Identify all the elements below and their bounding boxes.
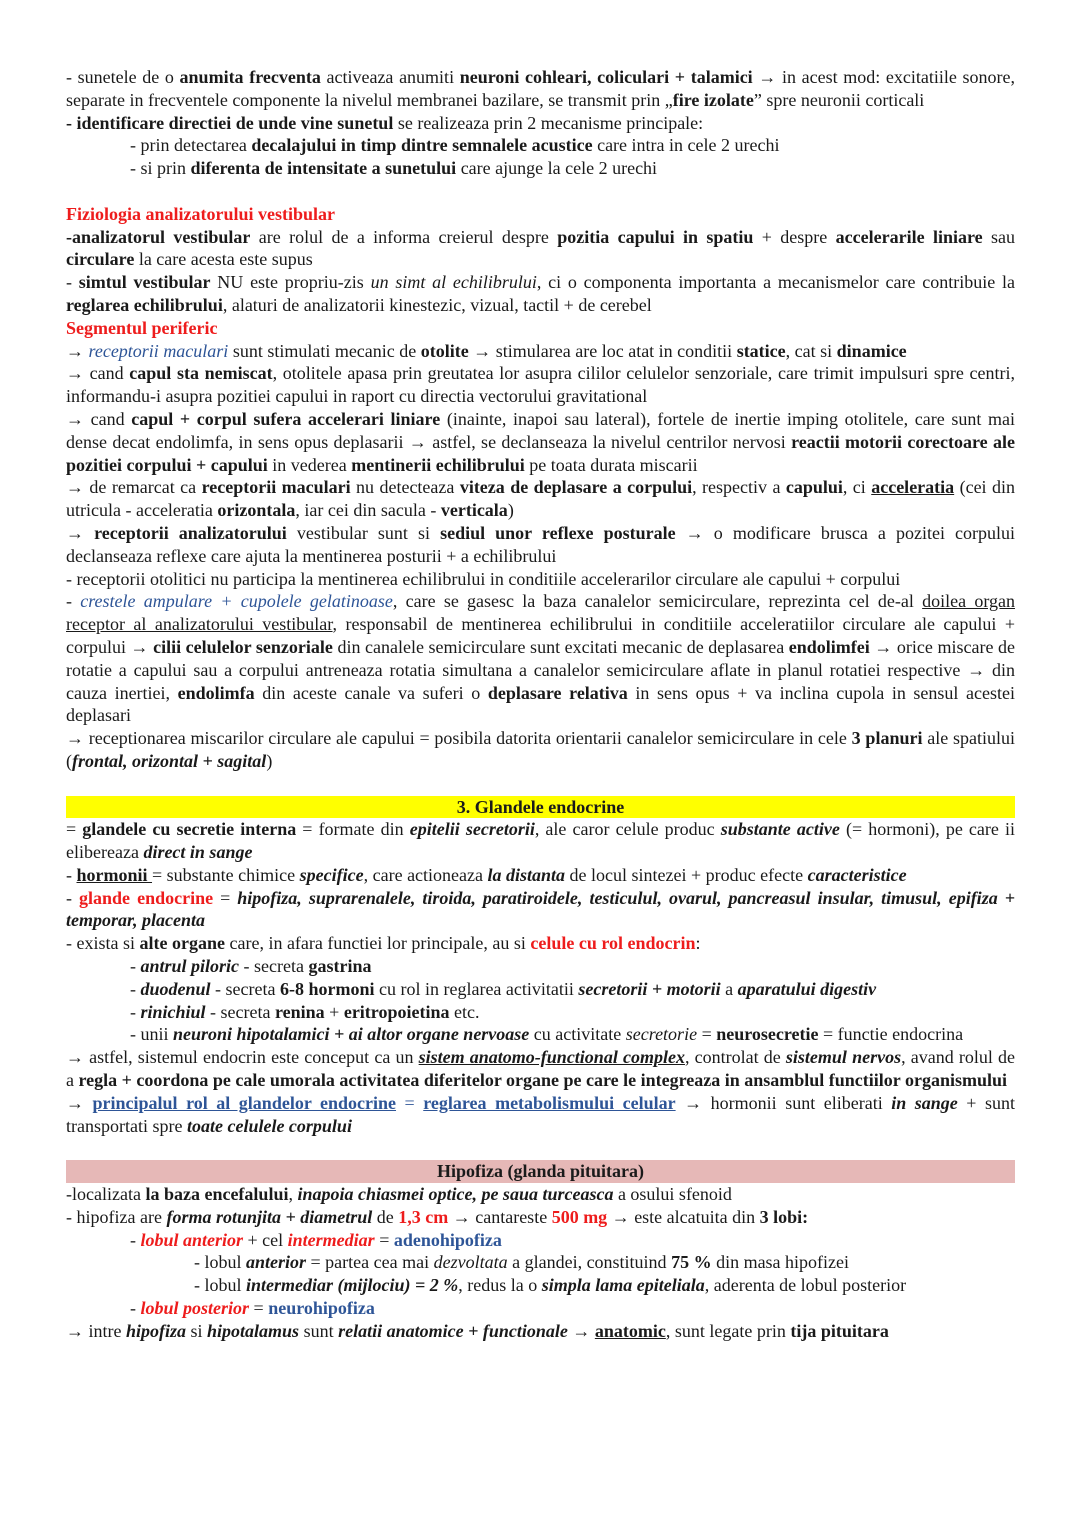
text: → o modificare brusca a pozitei corpului declanseaza reflexe care ajuta la mentinerea posturii + a echilibrului bbox=[66, 522, 1016, 566]
text: - sunetele de o bbox=[66, 67, 180, 87]
text-bold: neuroni cohleari, coliculari + talamici bbox=[459, 67, 753, 87]
text-bold: anumita frecventa bbox=[179, 67, 321, 87]
text-bold-underlined: hormonii bbox=[76, 864, 153, 885]
text: → hormonii sunt eliberati bbox=[675, 1092, 892, 1113]
text: - unii bbox=[130, 1024, 173, 1045]
text-bold: decalajului in timp dintre semnalele acustice bbox=[251, 135, 593, 156]
text: ) bbox=[266, 750, 273, 771]
text: - hipofiza are bbox=[66, 1206, 167, 1227]
text-bold: -analizatorul vestibular bbox=[66, 226, 251, 247]
text: = bbox=[213, 887, 238, 908]
text-bold: viteza de deplasare a corpului bbox=[459, 477, 693, 498]
text-bold: capul sta nemiscat bbox=[129, 363, 273, 384]
text: - bbox=[66, 591, 81, 612]
text: - lobul bbox=[194, 1252, 246, 1273]
text: din canalele semicirculare sunt excitati mecanic de deplasarea bbox=[332, 636, 789, 657]
text-bold-italic-red: lobul anterior bbox=[140, 1229, 244, 1250]
text: - si prin bbox=[130, 158, 191, 179]
text-bold-red: celule cu rol endocrin bbox=[530, 933, 696, 954]
text: - receptorii otolitici nu participa la mentinerea echilibrului in conditiile accelerarilor circulare ale capului + corpului bbox=[66, 568, 901, 589]
section-heading-hipofiza: Hipofiza (glanda pituitara) bbox=[66, 1160, 1015, 1183]
paragraph bbox=[66, 727, 1015, 773]
text: , alaturi de analizatorii kinestezic, vizual, tactil + de cerebel bbox=[222, 294, 652, 315]
text: in vederea bbox=[267, 454, 352, 475]
text: NU este propriu-zis bbox=[210, 272, 371, 293]
text: , responsabil de mentinerea echilibrului in conditiile acceleratiilor circulare ale capului + corpului → bbox=[66, 614, 1015, 657]
text-bold-italic-underlined: sistem anatomo-functional complex bbox=[418, 1047, 685, 1068]
paragraph bbox=[66, 226, 1015, 272]
text: → astfel, sistemul endocrin este conceput ca un bbox=[66, 1047, 419, 1068]
text: = bbox=[374, 1229, 394, 1250]
text-italic-blue: crestele ampulare + cupolele gelatinoase bbox=[80, 591, 393, 612]
text: + bbox=[324, 1001, 344, 1022]
text: nu detecteaza bbox=[350, 477, 460, 498]
text: , otolitele apasa prin greutatea lor asupra cililor celulelor senzoriale, care trimit impulsuri spre centri, informandu-i asupra pozitiei capului in raport cu directia vectorului gravitational bbox=[66, 363, 1015, 407]
text: = bbox=[66, 819, 83, 840]
text: din aceste canale va suferi o bbox=[254, 682, 488, 703]
text-bold-italic: antrul piloric bbox=[140, 956, 240, 977]
text-bold-red: 1,3 cm bbox=[398, 1206, 449, 1227]
paragraph bbox=[66, 1092, 1015, 1138]
text: - lobul bbox=[194, 1275, 246, 1296]
text-bold: eritropoietina bbox=[343, 1001, 450, 1022]
list-item bbox=[66, 1274, 1015, 1297]
text: → bbox=[66, 522, 95, 543]
text: sau bbox=[982, 226, 1015, 247]
text: : bbox=[695, 933, 701, 954]
text-italic-blue: receptorii maculari bbox=[88, 340, 229, 361]
text-bold-italic: specifice bbox=[299, 864, 364, 885]
text-bold-italic: direct in sange bbox=[143, 842, 253, 863]
text: = bbox=[249, 1298, 269, 1319]
text: → receptionarea miscarilor circulare ale capului = posibila datorita orientarii canalelor semicirculare in cele bbox=[66, 728, 852, 749]
text-bold: circulare bbox=[66, 249, 135, 270]
section-heading-glandele-endocrine: 3. Glandele endocrine bbox=[66, 796, 1015, 819]
text-bold: sediul unor reflexe posturale bbox=[440, 522, 676, 543]
text: - bbox=[130, 956, 141, 977]
text: sunt bbox=[299, 1320, 339, 1341]
list-item bbox=[66, 1297, 1015, 1320]
paragraph bbox=[66, 932, 1015, 955]
paragraph bbox=[66, 1206, 1015, 1229]
text: ) bbox=[507, 500, 514, 521]
text: , iar cei din sacula - bbox=[295, 500, 441, 521]
text-bold: deplasare relativa bbox=[487, 682, 628, 703]
text: pe toata durata miscarii bbox=[524, 454, 698, 475]
text: , ci bbox=[842, 477, 872, 498]
text-bold: diferenta de intensitate a sunetului bbox=[190, 158, 457, 179]
text-bold-italic: hipotalamus bbox=[207, 1320, 300, 1341]
text-bold: reactii motorii corectoare ale pozitiei corpului + capului bbox=[66, 431, 1016, 475]
text-bold: dinamice bbox=[836, 340, 907, 361]
text-bold-blue-underlined: reglarea metabolismului celular bbox=[423, 1092, 676, 1113]
text-bold-italic: hipofiza bbox=[126, 1320, 187, 1341]
paragraph bbox=[66, 1183, 1015, 1206]
text-bold: reglarea echilibrului bbox=[66, 294, 223, 315]
text: , care actioneaza bbox=[363, 864, 488, 885]
text-bold: 6-8 hormoni bbox=[279, 978, 375, 999]
paragraph bbox=[66, 66, 1015, 112]
text-bold: pozitia capului in spatiu bbox=[557, 226, 754, 247]
text-bold-italic: sistemul nervos bbox=[785, 1047, 902, 1068]
text-bold-italic: frontal, orizontal + sagital bbox=[72, 750, 267, 771]
text: de bbox=[372, 1206, 399, 1227]
text-bold: 75 % bbox=[671, 1252, 712, 1273]
list-item bbox=[66, 134, 1015, 157]
text: , care se gasesc la baza canalelor semicirculare, reprezinta cel de-al bbox=[392, 591, 923, 612]
list-item bbox=[66, 978, 1015, 1001]
text: → bbox=[66, 1092, 93, 1113]
text-bold-italic: rinichiul bbox=[140, 1001, 206, 1022]
text-bold: capul + corpul sufera accelerari liniare bbox=[131, 408, 441, 429]
text: la care acesta este supus bbox=[134, 249, 313, 270]
text: = functie endocrina bbox=[818, 1024, 964, 1045]
paragraph bbox=[66, 112, 1015, 135]
text-bold: 3 lobi: bbox=[759, 1206, 809, 1227]
text-bold-blue: adenohipofiza bbox=[393, 1229, 502, 1250]
paragraph bbox=[66, 568, 1015, 591]
text-bold-blue: neurohipofiza bbox=[268, 1298, 375, 1319]
text: a osului sfenoid bbox=[613, 1184, 732, 1205]
text: + cel bbox=[243, 1229, 288, 1250]
text: ale spatiului ( bbox=[66, 728, 1015, 771]
text-bold: gastrina bbox=[308, 956, 372, 977]
paragraph bbox=[66, 408, 1015, 476]
text: , ci o componenta importanta a mecanismelor care contribuie la bbox=[536, 272, 1016, 293]
spacer bbox=[66, 180, 1015, 203]
text: etc. bbox=[449, 1001, 480, 1022]
text-bold-italic: secretorii + motorii bbox=[578, 978, 721, 999]
text-bold: verticala bbox=[440, 500, 508, 521]
paragraph bbox=[66, 362, 1015, 408]
text: se realizeaza prin 2 mecanisme principale: bbox=[393, 112, 704, 133]
text: (= hormoni), pe care ii elibereaza bbox=[66, 819, 1015, 863]
text-underlined: doilea organ receptor al analizatorului vestibular bbox=[66, 591, 1015, 635]
list-item bbox=[66, 1023, 1015, 1046]
text-bold-italic: relatii anatomice + functionale bbox=[338, 1320, 568, 1341]
text: → cand bbox=[66, 363, 130, 384]
text-bold-italic: aparatului digestiv bbox=[737, 978, 877, 999]
text-bold: renina bbox=[274, 1001, 325, 1022]
text-bold: tija pituitara bbox=[790, 1320, 889, 1341]
text: - bbox=[130, 1298, 141, 1319]
spacer bbox=[66, 1137, 1015, 1160]
list-item bbox=[66, 1251, 1015, 1274]
text: , ale caror celule produc bbox=[534, 819, 721, 840]
text: ” spre neuronii corticali bbox=[753, 89, 925, 110]
text-bold: endolimfei bbox=[788, 636, 870, 657]
text: → bbox=[567, 1320, 595, 1341]
text: → de remarcat ca bbox=[66, 477, 202, 498]
text-bold-italic: duodenul bbox=[140, 978, 211, 999]
text: - bbox=[130, 1001, 141, 1022]
text-bold-italic: caracteristice bbox=[807, 864, 907, 885]
text-bold-italic-red: intermediar bbox=[287, 1229, 375, 1250]
text: - secreta bbox=[210, 978, 280, 999]
text-bold: capului bbox=[785, 477, 843, 498]
text: , sunt legate prin bbox=[665, 1320, 791, 1341]
text: , controlat de bbox=[684, 1047, 786, 1068]
text: → intre bbox=[66, 1320, 126, 1341]
text-bold-italic: toate celulele corpului bbox=[186, 1115, 352, 1136]
list-item bbox=[66, 955, 1015, 978]
text-bold: mentinerii echilibrului bbox=[351, 454, 525, 475]
text: a glandei, constituind bbox=[507, 1252, 672, 1273]
text-bold: neurosecretie bbox=[716, 1024, 819, 1045]
text-bold-italic: substante active bbox=[720, 819, 840, 840]
text: → orice miscare de rotatie a capului sau a corpului antreneaza rotatia simultana a canalelor semicirculare aflate in planul rotatiei respective → din cauza inertiei, bbox=[66, 636, 1015, 703]
text: → este alcatuita din bbox=[607, 1206, 760, 1227]
text-bold-italic: intermediar (mijlociu) = 2 % bbox=[246, 1275, 459, 1296]
text: - bbox=[66, 887, 80, 908]
text: - bbox=[130, 978, 141, 999]
text-italic: secretorie bbox=[625, 1024, 698, 1045]
text: = substante chimice bbox=[152, 864, 300, 885]
text: + despre bbox=[753, 226, 836, 247]
text: - exista si bbox=[66, 933, 140, 954]
text-bold: alte organe bbox=[139, 933, 225, 954]
text: -localizata bbox=[66, 1184, 146, 1205]
text: → cantareste bbox=[448, 1206, 552, 1227]
text-italic: un simt al echilibrului bbox=[370, 272, 537, 293]
text-bold-italic: epitelii secretorii bbox=[409, 819, 535, 840]
text: cu activitate bbox=[529, 1024, 626, 1045]
text-italic: dezvoltata bbox=[433, 1252, 508, 1273]
spacer bbox=[66, 773, 1015, 796]
text-bold: glandele cu secretie interna bbox=[82, 819, 297, 840]
text-bold-italic: inapoia chiasmei optice, pe saua turceasca bbox=[297, 1184, 614, 1205]
text: (inainte, inapoi sau lateral), fortele de inertie imping otolitele, care sunt mai dense decat endolimfa, in sens opus deplasarii → astfel, se declanseaza la nivelul centrilor nervosi bbox=[66, 408, 1015, 452]
text-bold: fire izolate bbox=[672, 89, 754, 110]
paragraph bbox=[66, 340, 1015, 363]
section-heading-vestibular: Fiziologia analizatorului vestibular bbox=[66, 203, 335, 224]
text: → in acest mod: excitatiile sonore, separate in frecventele componente la nivelul membranei bazilare, se transmit prin „ bbox=[66, 67, 1015, 110]
text-bold: la baza encefalului bbox=[145, 1184, 289, 1205]
text-bold: statice bbox=[736, 340, 786, 361]
paragraph bbox=[66, 476, 1015, 522]
paragraph bbox=[66, 1046, 1015, 1092]
text-bold: 3 planuri bbox=[851, 728, 923, 749]
text: = formate din bbox=[296, 819, 410, 840]
text-bold-italic: simpla lama epiteliala bbox=[541, 1275, 705, 1296]
text-bold: orizontala bbox=[217, 500, 296, 521]
text: in sens opus + va inclina cupola in sensul acestei deplasari bbox=[66, 682, 1016, 726]
text-bold-italic: la distanta bbox=[487, 864, 566, 885]
paragraph bbox=[66, 887, 1015, 933]
paragraph bbox=[66, 522, 1015, 568]
list-item bbox=[66, 157, 1015, 180]
document-page bbox=[66, 66, 1015, 1343]
text-bold-italic: hipofiza, suprarenalele, tiroida, paratiroidele, testiculul, ovarul, pancreasul insular, timusul, epifiza + temporar, placenta bbox=[66, 887, 1015, 931]
text: → bbox=[66, 340, 89, 361]
text: - bbox=[66, 864, 77, 885]
text-bold: simtul vestibular bbox=[78, 272, 211, 293]
text-bold-italic: in sange bbox=[891, 1092, 958, 1113]
text-bold: - identificare directiei de unde vine sunetul bbox=[66, 112, 394, 133]
text-bold-italic: anterior bbox=[246, 1252, 307, 1273]
text-bold-red: glande endocrine bbox=[79, 887, 214, 908]
text: vestibular sunt si bbox=[286, 522, 441, 543]
text: - prin detectarea bbox=[130, 135, 252, 156]
text: → stimularea are loc atat in conditii bbox=[468, 340, 737, 361]
paragraph bbox=[66, 864, 1015, 887]
text: → cand bbox=[66, 408, 132, 429]
text-bold-italic-red: lobul posterior bbox=[140, 1298, 250, 1319]
text: de locul sintezei + produc efecte bbox=[565, 864, 808, 885]
paragraph bbox=[66, 590, 1015, 727]
text: , avand rolul de a bbox=[66, 1047, 1016, 1091]
text-blue: = bbox=[396, 1092, 424, 1113]
text-bold: receptorii analizatorului bbox=[94, 522, 287, 543]
text-bold: otolite bbox=[420, 340, 469, 361]
text: a bbox=[720, 978, 738, 999]
text-bold: accelerarile liniare bbox=[835, 226, 983, 247]
text-bold: receptorii maculari bbox=[201, 477, 351, 498]
text: , respectiv a bbox=[692, 477, 786, 498]
text: - bbox=[130, 1229, 141, 1250]
text: activeaza anumiti bbox=[320, 67, 460, 87]
text: care intra in cele 2 urechi bbox=[592, 135, 780, 156]
text: are rolul de a informa creierul despre bbox=[250, 226, 558, 247]
text: din masa hipofizei bbox=[711, 1252, 850, 1273]
text-bold: endolimfa bbox=[177, 682, 255, 703]
list-item bbox=[66, 1001, 1015, 1024]
text-bold-underlined: anatomic bbox=[594, 1320, 666, 1341]
text: , bbox=[288, 1184, 298, 1205]
text-bold: cilii celulelor senzoriale bbox=[153, 636, 333, 657]
text-bold-underlined: acceleratia bbox=[871, 477, 955, 498]
text: - secreta bbox=[205, 1001, 275, 1022]
text-bold-italic: neuroni hipotalamici + ai altor organe nervoase bbox=[173, 1024, 530, 1045]
text: si bbox=[186, 1320, 208, 1341]
text: , redus la o bbox=[458, 1275, 542, 1296]
text: = partea cea mai bbox=[306, 1252, 434, 1273]
text: = bbox=[697, 1024, 717, 1045]
text: - bbox=[66, 272, 79, 293]
text-bold-italic: forma rotunjita + diametrul bbox=[166, 1206, 373, 1227]
text-bold-blue-underlined: principalul rol al glandelor endocrine bbox=[92, 1092, 397, 1113]
subheading-segment-periferic: Segmentul periferic bbox=[66, 317, 218, 338]
text: care, in afara functiei lor principale, au si bbox=[224, 933, 531, 954]
list-item bbox=[66, 1229, 1015, 1252]
text: , cat si bbox=[785, 340, 837, 361]
paragraph bbox=[66, 1320, 1015, 1343]
paragraph bbox=[66, 271, 1015, 317]
text: + sunt transportati spre bbox=[66, 1092, 1015, 1136]
text: , aderenta de lobul posterior bbox=[704, 1275, 907, 1296]
text: (cei din utricula - acceleratia bbox=[66, 477, 1015, 521]
text: care ajunge la cele 2 urechi bbox=[456, 158, 658, 179]
text: cu rol in reglarea activitatii bbox=[374, 978, 579, 999]
text: sunt stimulati mecanic de bbox=[228, 340, 421, 361]
text: - secreta bbox=[239, 956, 309, 977]
text-bold: regla + coordona pe cale umorala activitatea diferitelor organe pe care le integreaza in ansamblul functiilor organismului bbox=[78, 1070, 1007, 1091]
text-bold-red: 500 mg bbox=[551, 1206, 608, 1227]
paragraph bbox=[66, 818, 1015, 864]
